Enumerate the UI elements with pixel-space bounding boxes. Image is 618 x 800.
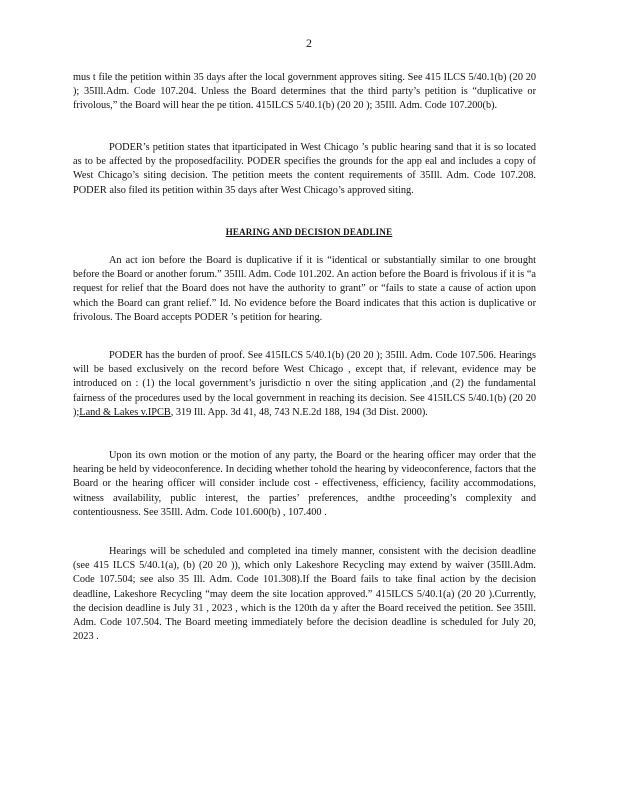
- page-number: 2: [306, 36, 312, 50]
- paragraph-decision-deadline: Hearings will be scheduled and completed ina timely manner, consistent with the decision deadline (see 415 ILCS 5/40.1(a), (b) (20 20 )), which only Lakeshore Recycling may extend by waiver (35Ill.Adm. Code 107.504; see also 35 Ill. Adm. Code 101.308).If the Board fails to take final action by the decision deadline, Lakeshore Recycling “may deem the site location approved.” 415ILCS 5/40.1(a) (20 20 ).Currently, the decision deadline is July 31 , 2023 , which is the 120th da y after the Board received the petition. See 35Ill. Adm. Code 107.504. The Board meeting immediately before the decision deadline is scheduled for July 20, 2023 .: [73, 546, 536, 643]
- citation-text: , 319 Ill. App. 3d 41, 48, 743 N.E.2d 188, 194 (3d Dist. 2000).: [170, 406, 428, 418]
- section-heading: [0, 227, 618, 237]
- paragraph-burden-of-proof: [73, 349, 536, 420]
- paragraph-poder-petition: PODER’s petition states that itparticipated in West Chicago ’s public hearing sand that it is so located as to be affected by the proposedfacility. PODER specifies the grounds for the app eal and includes a copy of West Chicago’s siting decision. The petition meets the content requirements of 35Ill. Adm. Code 107.208. PODER also filed its petition within 35 days after West Chicago’s approved siting.: [73, 142, 536, 196]
- section-heading-text: HEARING AND DECISION DEADLINE: [225, 227, 393, 237]
- burden-text: PODER has the burden of proof. See 415ILCS 5/40.1(b) (20 20 ); 35Ill. Adm. Code 107.506. Hearings will be based exclusively on the record before West Chicago , except that, if relevant, evidence may be introduced on : (1) the local government’s jurisdictio n over the siting application ,and (2) the fundamental fairness of the procedures used by the local government in reaching its decision. See 415ILCS 5/40.1(b) (20 20 );: [73, 350, 536, 418]
- paragraph-duplicative-frivolous: An act ion before the Board is duplicative if it is “identical or substantially similar to one brought before the Board or another forum.” 35Ill. Adm. Code 101.202. An action before the Board is frivolous if it is “a request for relief that the Board does not have the authority to grant” or “fails to state a cause of action upon which the Board can grant relief.” Id. No evidence before the Board indicates that this action is duplicative or frivolous. The Board accepts PODER ’s petition for hearing.: [73, 255, 536, 323]
- paragraph-videoconference: Upon its own motion or the motion of any party, the Board or the hearing officer may order that the hearing be held by videoconference. In deciding whether tohold the hearing by videoconference, factors that the Board or the hearing officer will consider include cost - effectiveness, efficiency, facility accommodations, witness availability, public interest, the parties’ preferences, andthe proceeding’s complexity and contentiousness. See 35Ill. Adm. Code 101.600(b) , 107.400 .: [73, 450, 536, 518]
- case-citation: Land & Lakes v.IPCB: [79, 406, 171, 418]
- paragraph-petition-deadline: mus t file the petition within 35 days after the local government approves siting. See 415 ILCS 5/40.1(b) (20 20 ); 35Ill.Adm. Code 107.204. Unless the Board determines that the third party’s petition is “duplicative or frivolous,” the Board will hear the pe tition. 415ILCS 5/40.1(b) (20 20 ); 35Ill. Adm. Code 107.200(b).: [73, 72, 536, 112]
